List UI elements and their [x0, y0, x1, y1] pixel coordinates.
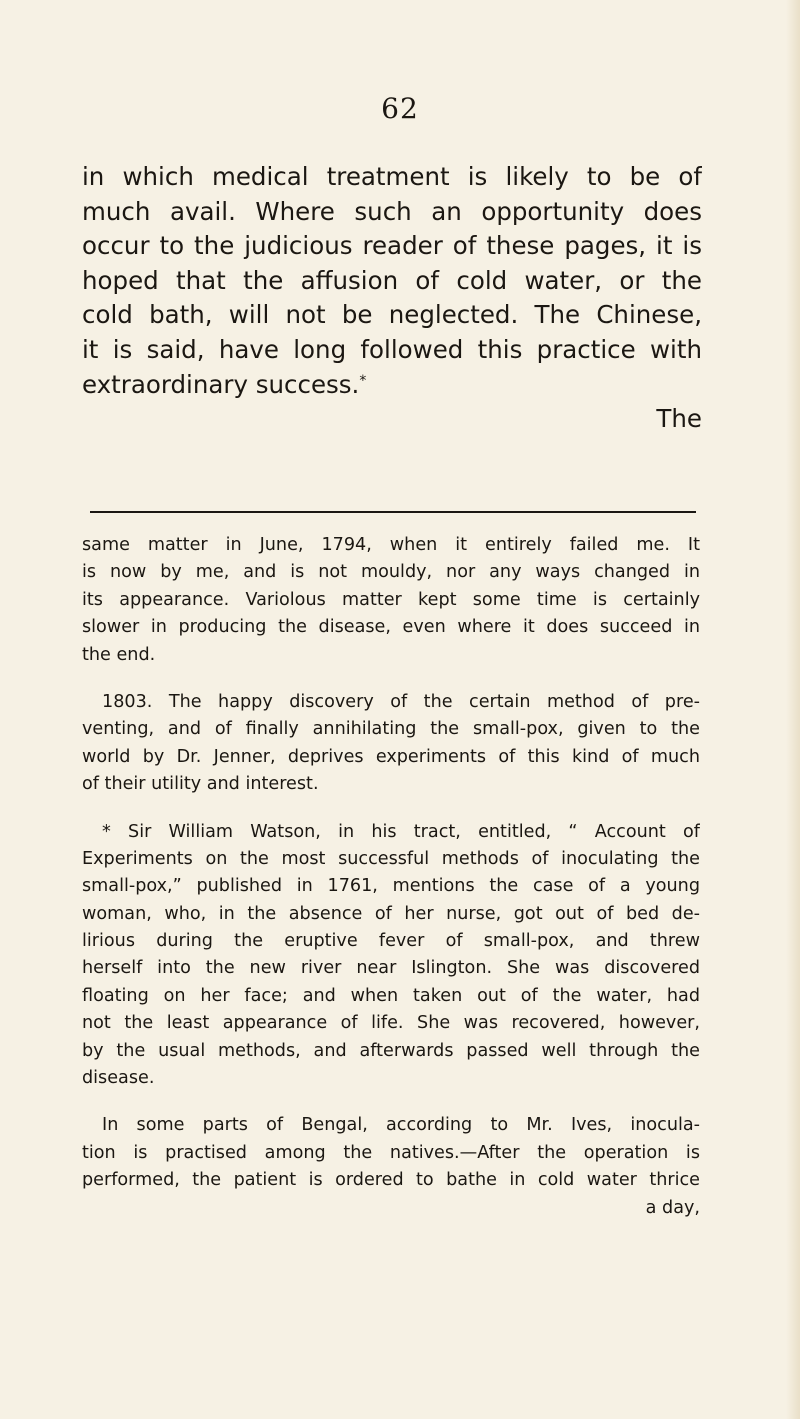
text-line: it is said, have long followed this practice with: [82, 334, 702, 364]
note-line: world by Dr. Jenner, deprives experiments of this kind of much: [82, 746, 700, 767]
footnote-rule: [90, 511, 696, 513]
note-paragraph: [82, 819, 700, 1093]
note-line: small-pox,” published in 1761, mentions the case of a young: [82, 876, 700, 897]
note-line: herself into the new river near Islington. She was discovered: [82, 958, 700, 979]
text-line: much avail. Where such an opportunity does: [82, 196, 702, 226]
note-line: tion is practised among the natives.—After the operation is: [82, 1142, 700, 1163]
note-line: by the usual methods, and afterwards passed well through the: [82, 1040, 700, 1061]
page-number: 62: [381, 92, 419, 125]
note-line: Experiments on the most successful methods of inoculating the: [82, 848, 700, 869]
main-text: [82, 160, 702, 437]
page-edge: [786, 0, 800, 1419]
catchword: The: [656, 404, 702, 434]
note-line: venting, and of finally annihilating the small-pox, given to the: [82, 719, 700, 740]
footnotes: [82, 532, 700, 1242]
note-line: its appearance. Variolous matter kept some time is certainly: [82, 589, 700, 610]
note-line: floating on her face; and when taken out of the water, had: [82, 985, 700, 1006]
note-line: not the least appearance of life. She was recovered, however,: [82, 1013, 700, 1034]
note-line: disease.: [82, 1068, 155, 1089]
text-line: cold bath, will not be neglected. The Chinese,: [82, 300, 702, 330]
text-line: occur to the judicious reader of these pages, it is: [82, 231, 702, 261]
note-line: same matter in June, 1794, when it entirely failed me. It: [82, 535, 700, 555]
note-catchword: a day,: [645, 1197, 700, 1218]
note-line: performed, the patient is ordered to bathe in cold water thrice: [82, 1170, 700, 1191]
text-line-with-footnote: [82, 368, 702, 403]
note-line: the end.: [82, 644, 156, 665]
note-line: is now by me, and is not mouldy, nor any ways changed in: [82, 562, 700, 583]
footnote-marker: *: [359, 372, 367, 389]
note-line: In some parts of Bengal, according to Mr. Ives, inocula-: [102, 1115, 700, 1136]
note-paragraph: [82, 1112, 700, 1222]
note-paragraph: [82, 532, 700, 669]
note-paragraph: [82, 689, 700, 799]
note-line: slower in producing the disease, even where it does succeed in: [82, 617, 700, 638]
text-line: hoped that the affusion of cold water, or the: [82, 265, 702, 295]
text-line: extraordinary success.: [82, 369, 360, 399]
note-line: lirious during the eruptive fever of small-pox, and threw: [82, 931, 700, 952]
note-line: of their utility and interest.: [82, 774, 319, 795]
note-line: 1803. The happy discovery of the certain method of pre-: [102, 691, 700, 712]
note-line: woman, who, in the absence of her nurse, got out of bed de-: [82, 903, 700, 924]
note-line: * Sir William Watson, in his tract, entitled, “ Account of: [102, 821, 700, 842]
text-line: in which medical treatment is likely to be of: [82, 162, 702, 191]
